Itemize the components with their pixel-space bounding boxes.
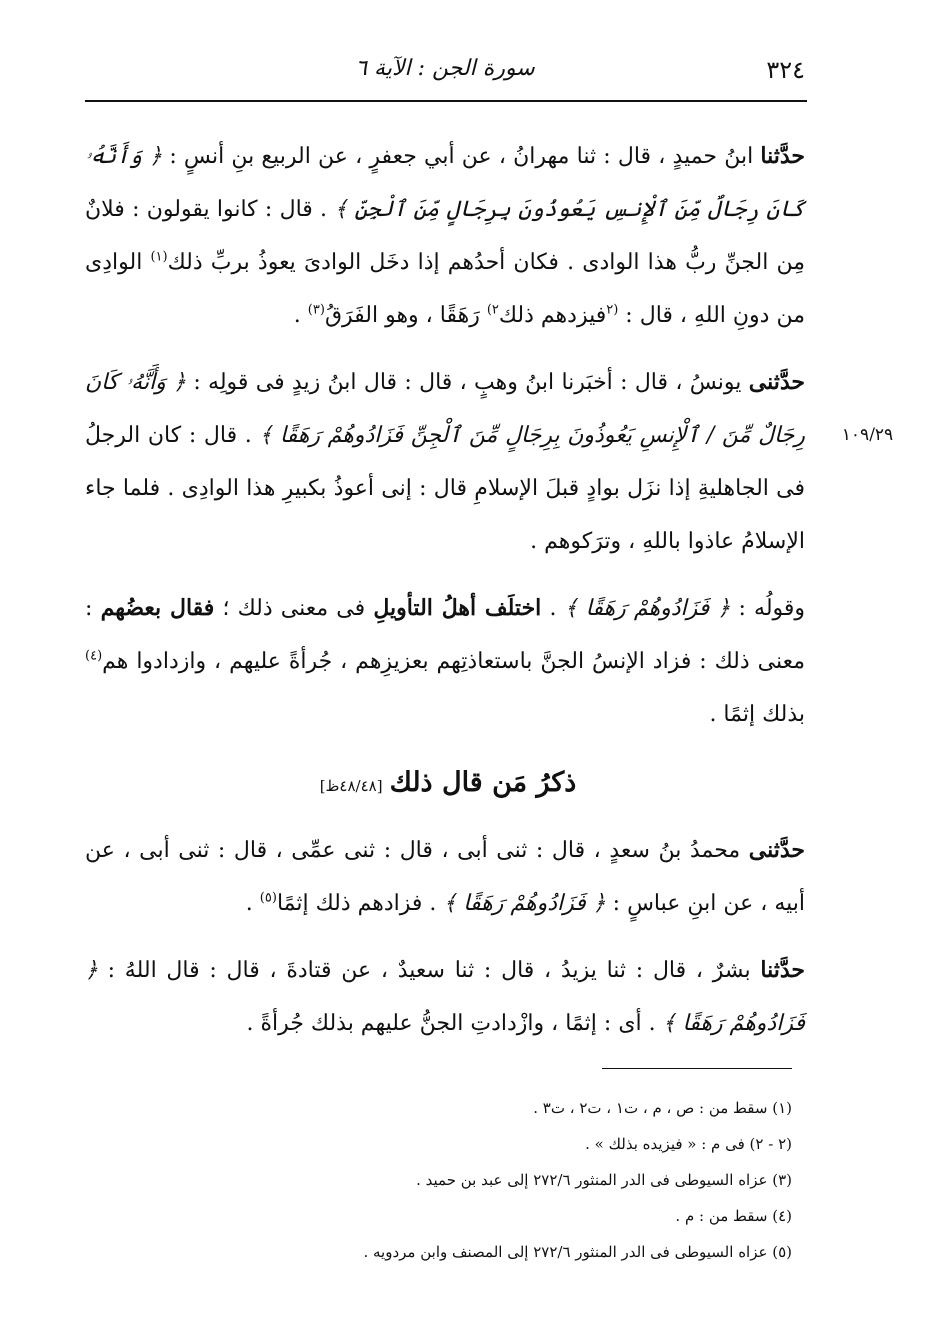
paragraph	[85, 824, 805, 930]
paragraph	[85, 582, 805, 741]
text-run: .	[245, 891, 260, 916]
paragraph	[85, 356, 805, 568]
text-run: .	[541, 596, 565, 621]
text-run: وقولُه :	[730, 596, 806, 621]
text-run: محمدُ بنُ سعدٍ ، قال : ثنى أبى ، قال : ثنى عمِّى ، قال : ثنى أبى ، عن أبيه ، عن ابنِ عباسٍ :	[85, 838, 805, 916]
text-run: ابنُ حميدٍ ، قال : ثنا مهرانُ ، عن أبي جعفرٍ ، عن الربيع بنِ أنسٍ :	[162, 144, 761, 169]
text-run: . قال : كان الرجلُ فى الجاهليةِ إذا نزَل بوادٍ قبلَ الإسلامِ قال : إنى أعوذُ بكبيرِ هذا الوادِى . فلما جاء الإسلامُ عاذوا باللهِ ، وترَكوهم .	[85, 423, 805, 554]
heading-text: ذكرُ مَن قال ذلك	[389, 767, 577, 798]
text-run: فيزدهم ذلك	[498, 303, 607, 328]
heading-folio-ref: [٤٨/٤٨ظ]	[319, 777, 383, 795]
text-run: : معنى ذلك : فزاد الإنسُ الجنَّ باستعاذتِهم بعزيزِهم ، جُرأةً عليهم ، وازدادوا هم	[85, 596, 805, 674]
text-run: رَهَقًا ، وهو الفَرَقُ	[324, 303, 487, 328]
footnote: (٢ - ٢) فى م : « فيزيده بذلك » .	[585, 1135, 792, 1153]
footnote: (١) سقط من : ص ، م ، ت١ ، ت٢ ، ت٣ .	[533, 1099, 792, 1117]
paragraph	[85, 130, 805, 342]
footnote-marker: ٢)	[486, 302, 499, 318]
quran-quote: ﴿ وَأَنَّهُۥ كَانَ رِجَالٌ مِّنَ / ٱلْإِنسِ يَعُوذُونَ بِرِجَالٍ مِّنَ ٱلْجِنِّ فَزَادُوهُمْ رَهَقًا ﴾	[85, 370, 805, 448]
running-title: سورة الجن : الآية ٦	[355, 56, 535, 81]
margin-reference: ١٠٩/٢٩	[841, 425, 894, 445]
page-header	[85, 52, 805, 92]
footnote-marker: (٢	[606, 302, 619, 318]
paragraph-lead-word: حدَّثنا	[760, 143, 805, 169]
section-heading	[85, 755, 805, 814]
text-run: . أى : إثمًا ، وازْدادتِ الجنُّ عليهم بذلك جُرأةً .	[246, 1011, 663, 1036]
footnote-marker: (١)	[150, 249, 168, 265]
footnote: (٤) سقط من : م .	[675, 1207, 792, 1225]
quran-quote: ﴿ فَزَادُوهُمْ رَهَقًا ﴾	[564, 596, 731, 621]
quran-quote: ﴿ وَأَنَّهُۥ كَانَ رِجَالٌ مِّنَ ٱلْإِنسِ يَعُوذُونَ بِرِجَالٍ مِّنَ ٱلْجِنِّ ﴾	[85, 144, 805, 222]
paragraph-lead-word: حدَّثنا	[760, 957, 806, 983]
paragraph-lead-word: حدَّثنى	[748, 369, 805, 395]
text-run: يونسُ ، قال : أخبَرنا ابنُ وهبٍ ، قال : قال ابنُ زيدٍ فى قولِه :	[186, 370, 749, 395]
footnotes	[200, 1090, 792, 1270]
text-run: الوادِى من دونِ اللهِ ، قال :	[85, 250, 805, 328]
paragraph-lead-word: حدَّثنى	[748, 837, 806, 863]
text-run: بشرٌ ، قال : ثنا يزيدُ ، قال : ثنا سعيدٌ ، عن قتادةَ ، قال : قال اللهُ :	[97, 958, 761, 983]
text-run: . فزادهم ذلك إثمًا	[276, 891, 444, 916]
text-run: . قال : كانوا يقولون : فلانٌ مِن الجنِّ ربُّ هذا الوادى . فكان أحدُهم إذا دخَل الوادىَ يعوذُ بربِّ ذلك	[85, 197, 806, 275]
footnote: (٣) عزاه السيوطى فى الدر المنثور ٢٧٢/٦ إلى عبد بن حميد .	[416, 1171, 792, 1189]
footnote-marker: (٤)	[85, 648, 103, 664]
quran-quote: ﴿ فَزَادُوهُمْ رَهَقًا ﴾	[443, 891, 606, 916]
footnote-marker: (٥)	[259, 890, 277, 906]
footnote-marker: (٣)	[307, 302, 325, 318]
main-text	[85, 130, 805, 1064]
page-number: ٣٢٤	[766, 56, 805, 84]
text-run: .	[293, 303, 308, 328]
footnote: (٥) عزاه السيوطى فى الدر المنثور ٢٧٢/٦ إلى المصنف وابن مردويه .	[363, 1243, 792, 1261]
quran-quote: ﴿ فَزَادُوهُمْ رَهَقًا ﴾	[85, 958, 805, 1036]
footnote-rule	[602, 1068, 792, 1069]
bold-run: اختلَف أهلُ التأويلِ	[373, 595, 542, 621]
header-rule	[85, 100, 807, 102]
text-run: فى معنى ذلك ؛	[214, 596, 374, 621]
bold-run: فقال بعضُهم	[100, 595, 215, 621]
paragraph	[85, 944, 805, 1050]
text-run: بذلك إثمًا .	[709, 702, 805, 727]
